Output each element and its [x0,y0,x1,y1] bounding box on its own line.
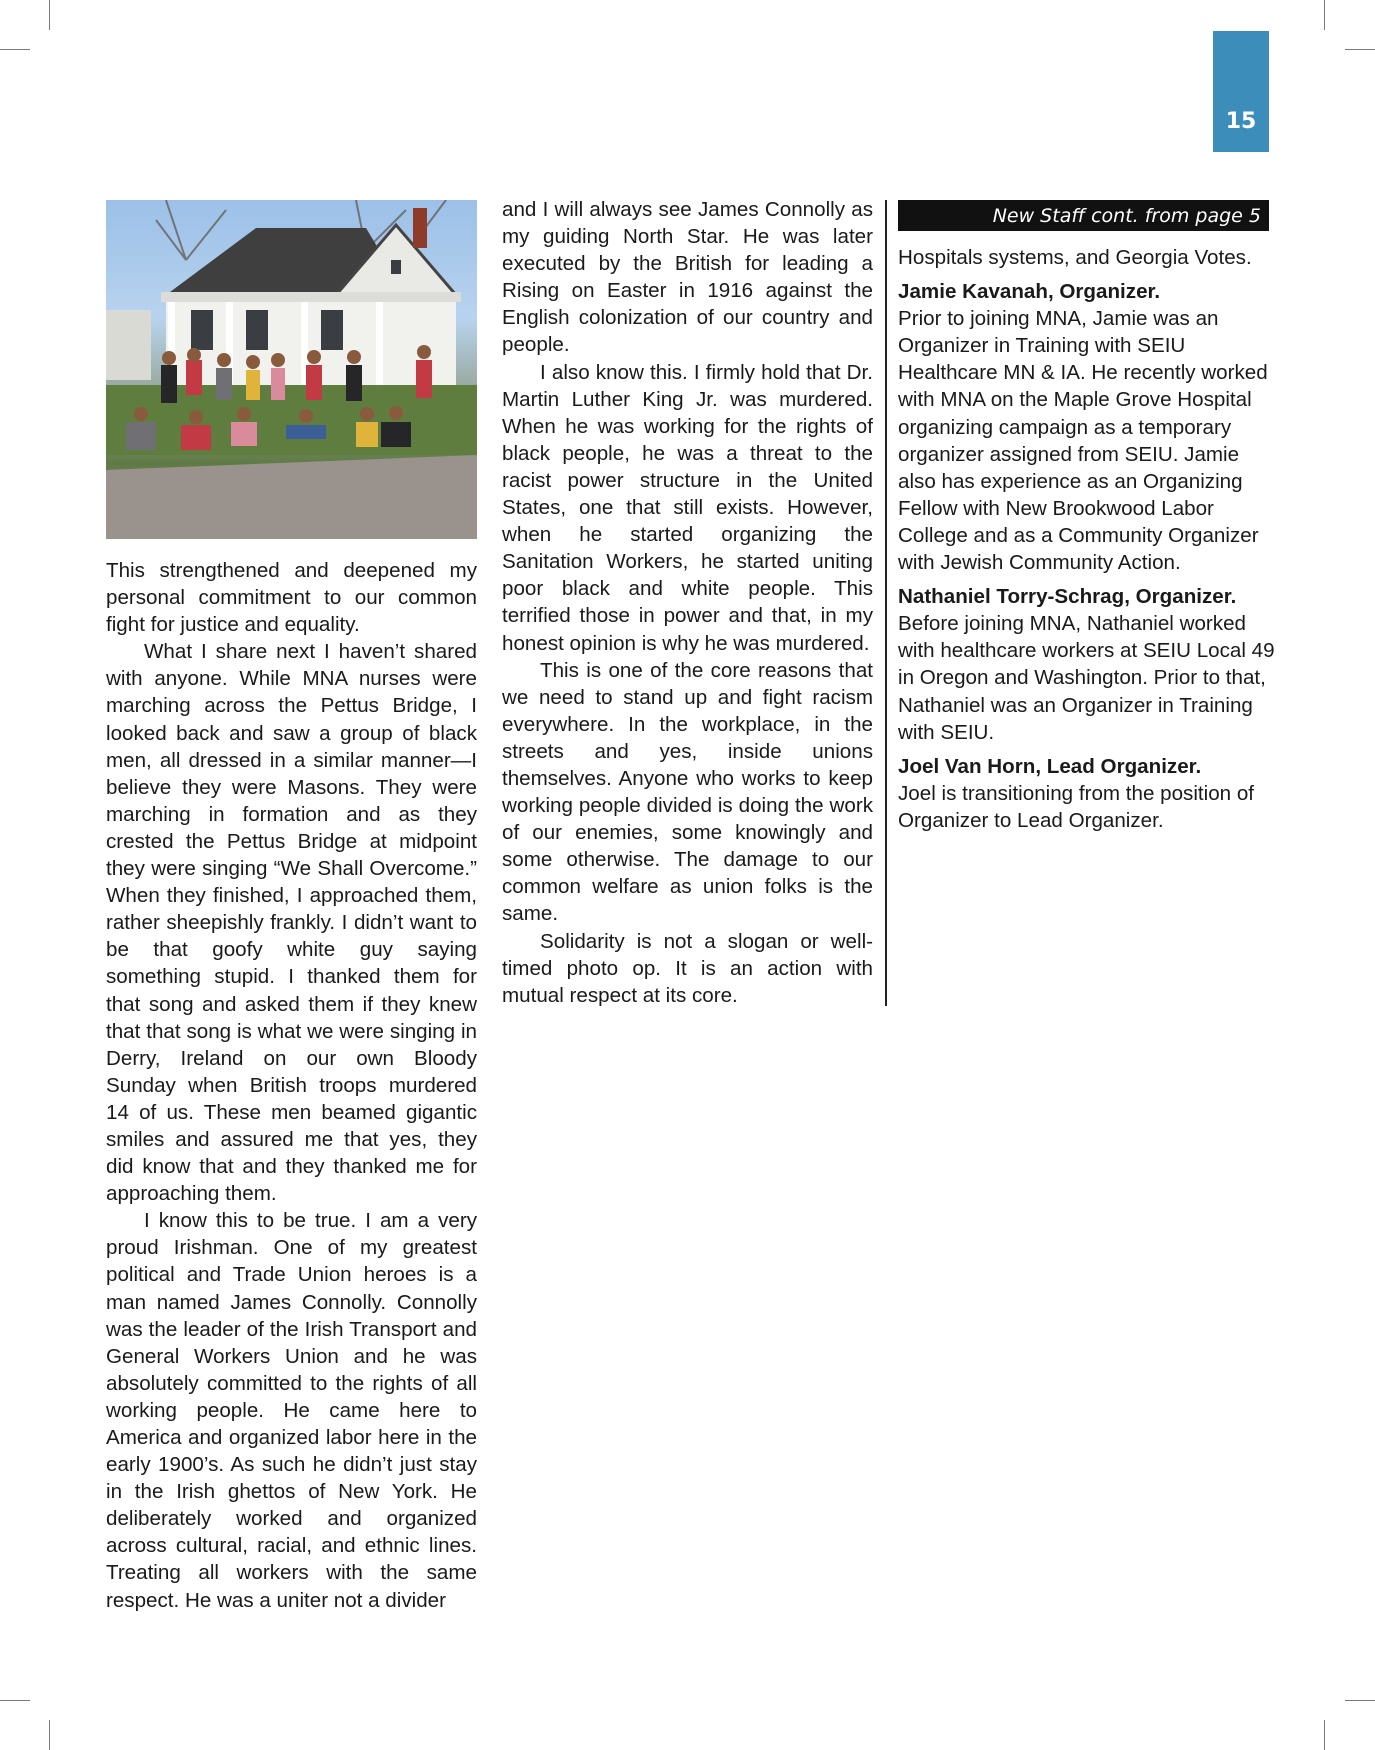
crop-mark-top-left-horizontal [0,49,30,50]
staff-entry [898,583,1278,746]
article-paragraph: What I share next I haven’t shared with anyone. While MNA nurses were marching across the Pettus Bridge, I looked back and saw a group of black men, all dressed in a similar manner—I believe they were Masons. They were marching in formation and as they crested the Pettus Bridge at midpoint they were singing “We Shall Overcome.” When they finished, I approached them, rather sheepishly frankly. I didn’t want to be that goofy white guy saying something stupid. I thanked them for that song and asked them if they knew that that song is what we were singing in Derry, Ireland on our own Bloody Sunday when British troops murdered 14 of us. These men beamed gigantic smiles and assured me that yes, they did know that and they thanked me for approaching them. [106,640,477,1206]
page-number-tab [1213,31,1269,152]
staff-name: Nathaniel Torry-Schrag, Organizer. [898,585,1237,609]
article-paragraph: This strengthened and deepened my personal commitment to our common fight for justice and equality. [106,559,477,637]
article-paragraph: and I will always see James Connolly as my guiding North Star. He was later executed by the British for leading a Rising on Easter in 1916 against the English colonization of our country and people. [502,198,873,357]
chimney [413,208,427,248]
article-paragraph: Solidarity is not a slogan or well-timed photo op. It is an action with mutual respect at its core. [502,929,873,1007]
continuation-banner [898,200,1269,231]
article-paragraph: I know this to be true. I am a very proud Irishman. One of my greatest political and Trade Union heroes is a man named James Connolly. Connolly was the leader of the Irish Transport and General Workers Union and he was absolutely committed to the rights of all working people. He came here to America and organized labor here in the early 1900’s. As such he didn’t just stay in the Irish ghettos of New York. He deliberately worked and organized across cultural, racial, and ethnic lines. Treating all workers with the same respect. He was a uniter not a divider [106,1209,477,1612]
staff-bio: Joel is transitioning from the position of Organizer to Lead Organizer. [898,781,1254,832]
crop-mark-bottom-left-horizontal [0,1700,30,1701]
crop-mark-bottom-right-horizontal [1345,1700,1375,1701]
staff-entry [898,278,1278,576]
crop-mark-bottom-right-vertical [1324,1720,1325,1750]
staff-bio: Prior to joining MNA, Jamie was an Organizer in Training with SEIU Healthcare MN & IA. He recently worked with MNA on the Maple Grove Hospital organizing campaign as a temporary organizer assigned from SEIU. Jamie also has experience as an Organizing Fellow with New Brookwood Labor College and as a Community Organizer with Jewish Community Action. [898,307,1268,575]
staff-bio: Before joining MNA, Nathaniel worked with healthcare workers at SEIU Local 49 in Oregon and Washington. Prior to that, Nathaniel was an Organizer in Training with SEIU. [898,612,1275,744]
article-paragraph: I also know this. I firmly hold that Dr. Martin Luther King Jr. was murdered. When he was working for the rights of black people, he was a threat to the racist power structure in the United States, one that still exists. However, when he started organizing the Sanitation Workers, he started uniting poor black and white people. This terrified those in power and that, in my honest opinion is why he was murdered. [502,360,873,655]
crop-mark-top-left-vertical [49,0,50,30]
crop-mark-bottom-left-vertical [49,1720,50,1750]
page-number: 15 [1225,109,1257,134]
walkway [106,455,477,539]
sidebar-intro: Hospitals systems, and Georgia Votes. [898,246,1252,269]
continuation-banner-text: New Staff cont. from page 5 [992,204,1261,227]
article-paragraph: This is one of the core reasons that we need to stand up and fight racism everywhere. In the workplace, in the streets and yes, inside unions themselves. Anyone who works to keep working people divided is doing the work of our enemies, some knowingly and some otherwise. The damage to our common welfare as union folks is the same. [502,658,873,926]
column-divider [885,200,887,1006]
article-column-1 [106,557,477,1614]
crop-mark-top-right-horizontal [1345,49,1375,50]
staff-name: Jamie Kavanah, Organizer. [898,280,1161,304]
group-photo [106,200,477,539]
crop-mark-top-right-vertical [1324,0,1325,30]
group-photo-illustration [106,200,477,539]
staff-name: Joel Van Horn, Lead Organizer. [898,754,1202,778]
new-staff-sidebar [898,244,1278,841]
article-column-2 [502,196,873,1009]
staff-entry [898,753,1278,834]
